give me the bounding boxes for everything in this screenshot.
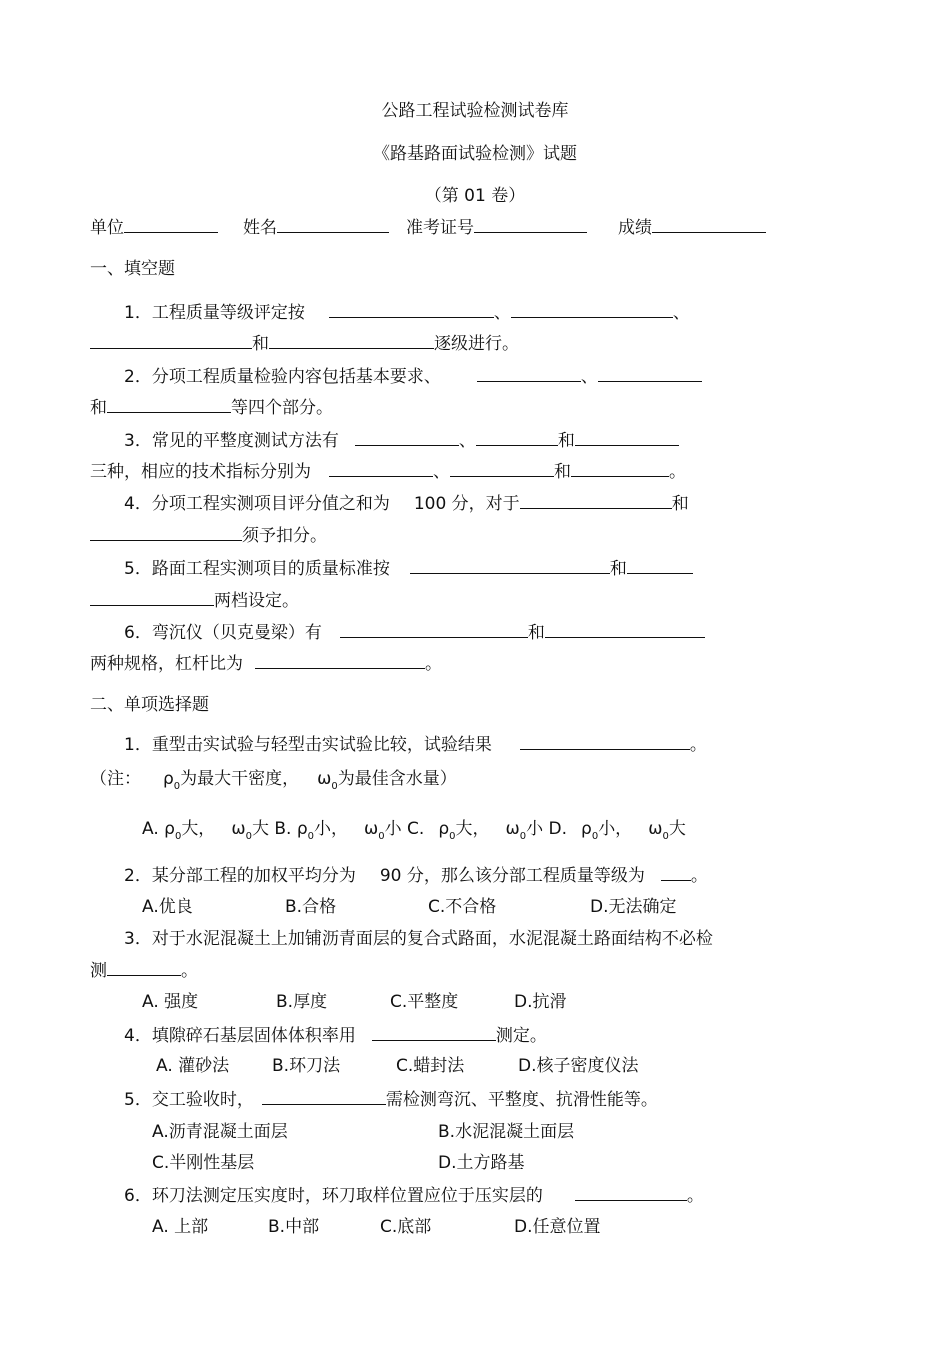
fill-q3-blank-2[interactable]: [476, 429, 558, 446]
name-field[interactable]: [243, 216, 389, 239]
fill-q5-blank-2a[interactable]: [627, 557, 693, 574]
rho-symbol: ρ: [163, 769, 174, 789]
fill-q4-line1: 4．分项工程实测项目评分值之和为 100 分，对于 和: [124, 494, 689, 514]
score-blank[interactable]: [652, 216, 766, 233]
choice-q5-option-c[interactable]: C.半刚性基层: [152, 1153, 255, 1173]
choice-q1-note: （注： $\rho_0$为最大干密度， $\omega_0$为最佳含水量）: [90, 769, 457, 792]
score-field[interactable]: [618, 216, 766, 239]
choice-q3-stem-line2: 测 。: [90, 961, 198, 981]
choice-q6-option-c[interactable]: C.底部: [380, 1217, 432, 1237]
choice-q4-stem: 4．填隙碎石基层固体体积率用 测定。: [124, 1026, 547, 1046]
choice-q3-blank[interactable]: [107, 959, 181, 976]
choice-q1-option-a[interactable]: A. $\rho_0$大， $\omega_0$大: [142, 819, 269, 842]
fill-q1-blank-3[interactable]: [90, 332, 252, 349]
fill-q2-blank-1[interactable]: [477, 365, 581, 382]
choice-q6-option-d[interactable]: D.任意位置: [514, 1217, 601, 1237]
paper-title: 公路工程试验检测试卷库: [381, 101, 569, 121]
choice-q1-options: [142, 818, 686, 843]
unit-field[interactable]: [90, 216, 218, 239]
fill-q2-line2: 和 等四个部分。: [90, 398, 333, 418]
choice-q3-stem-line1: 3．对于水泥混凝土上加铺沥青面层的复合式路面，水泥混凝土路面结构不必检: [124, 929, 713, 949]
choice-q2-stem: 2．某分部工程的加权平均分为 90 分，那么该分部工程质量等级为 。: [124, 866, 708, 886]
fill-q1-line1: 1．工程质量等级评定按 、 、: [124, 303, 690, 323]
name-blank[interactable]: [277, 216, 389, 233]
choice-q1-blank[interactable]: [520, 733, 690, 750]
fill-q3-blank-4[interactable]: [329, 460, 433, 477]
choice-q5-blank[interactable]: [262, 1088, 386, 1105]
choice-q6-blank[interactable]: [575, 1184, 687, 1201]
choice-q2-option-d[interactable]: D.无法确定: [590, 897, 677, 917]
fill-q1-blank-4[interactable]: [269, 332, 434, 349]
fill-q6-blank-3[interactable]: [255, 652, 425, 669]
fill-q4-blank-1[interactable]: [520, 492, 672, 509]
choice-q4-option-a[interactable]: A. 灌砂法: [156, 1056, 230, 1076]
choice-q3-option-a[interactable]: A. 强度: [142, 992, 199, 1012]
fill-q5-line2: 两档设定。: [90, 589, 299, 612]
fill-q3-blank-1[interactable]: [355, 429, 459, 446]
fill-q1-blank-2[interactable]: [511, 301, 673, 318]
choice-q6-option-b[interactable]: B.中部: [268, 1217, 320, 1237]
fill-q5-blank-2b[interactable]: [90, 589, 214, 606]
omega-symbol: ω: [317, 769, 332, 789]
fill-q3-blank-3[interactable]: [575, 429, 679, 446]
fill-q1-blank-1[interactable]: [329, 301, 494, 318]
unit-label: 单位: [90, 218, 124, 238]
fill-q4-blank-2[interactable]: [90, 524, 242, 541]
choice-q1-option-d[interactable]: D. $\rho_0$小， $\omega_0$大: [548, 819, 686, 842]
fill-q2-line1: 2．分项工程质量检验内容包括基本要求、 、: [124, 365, 702, 388]
choice-q5-option-b[interactable]: B.水泥混凝土面层: [438, 1122, 575, 1142]
choice-q2-option-c[interactable]: C.不合格: [428, 897, 497, 917]
choice-q5-stem: 5．交工验收时， 需检测弯沉、平整度、抗滑性能等。: [124, 1090, 658, 1110]
fill-q6-blank-2[interactable]: [545, 621, 705, 638]
choice-q6-stem: 6．环刀法测定压实度时，环刀取样位置应位于压实层的 。: [124, 1186, 704, 1206]
choice-q1-option-b[interactable]: B. $\rho_0$小， $\omega_0$小: [274, 819, 402, 842]
choice-q3-option-b[interactable]: B.厚度: [276, 992, 328, 1012]
fill-q5-blank-1[interactable]: [410, 557, 610, 574]
choice-q2-option-a[interactable]: A.优良: [142, 897, 193, 917]
ticket-blank[interactable]: [474, 216, 587, 233]
fill-q3-line1: 3．常见的平整度测试方法有 、 和: [124, 429, 679, 452]
fill-q3-blank-6[interactable]: [571, 460, 669, 477]
choice-q2-blank[interactable]: [661, 864, 691, 881]
choice-q2-option-b[interactable]: B.合格: [285, 897, 337, 917]
fill-q4-line2: 须予扣分。: [90, 524, 327, 547]
fill-q6-blank-1[interactable]: [340, 621, 528, 638]
choice-q4-option-b[interactable]: B.环刀法: [272, 1056, 341, 1076]
fill-q2-blank-2[interactable]: [598, 365, 702, 382]
section-choice-title: 二、单项选择题: [90, 695, 209, 715]
choice-q4-blank[interactable]: [372, 1024, 496, 1041]
score-label: 成绩: [618, 218, 652, 238]
choice-q6-option-a[interactable]: A. 上部: [152, 1217, 209, 1237]
section-fill-in-title: 一、填空题: [90, 259, 175, 279]
choice-q1-stem: 1．重型击实试验与轻型击实试验比较，试验结果 。: [124, 735, 707, 755]
fill-q3-line2: 三种，相应的技术指标分别为 、 和 。: [90, 462, 686, 482]
choice-q4-option-d[interactable]: D.核子密度仪法: [518, 1056, 639, 1076]
fill-q1-line2: 和 逐级进行。: [90, 332, 519, 355]
choice-q3-option-c[interactable]: C.平整度: [390, 992, 459, 1012]
choice-q4-option-c[interactable]: C.蜡封法: [396, 1056, 465, 1076]
choice-q1-option-c[interactable]: C. $\rho_0$大， $\omega_0$小: [407, 819, 544, 842]
unit-blank[interactable]: [124, 216, 218, 233]
fill-q6-line2: 两种规格，杠杆比为 。: [90, 654, 442, 674]
choice-q5-option-a[interactable]: A.沥青混凝土面层: [152, 1122, 288, 1142]
exam-subject: 《路基路面试验检测》试题: [373, 144, 577, 164]
ticket-label: 准考证号: [406, 218, 474, 238]
fill-q3-blank-5[interactable]: [450, 460, 554, 477]
choice-q5-option-d[interactable]: D.土方路基: [438, 1153, 525, 1173]
volume-number: （第 01 卷）: [424, 186, 526, 206]
fill-q5-line1: 5．路面工程实测项目的质量标准按 和: [124, 557, 693, 580]
ticket-field[interactable]: [406, 216, 587, 239]
fill-q2-blank-3[interactable]: [107, 396, 231, 413]
name-label: 姓名: [243, 218, 277, 238]
choice-q3-option-d[interactable]: D.抗滑: [514, 992, 567, 1012]
fill-q6-line1: 6．弯沉仪（贝克曼梁）有 和: [124, 621, 705, 644]
